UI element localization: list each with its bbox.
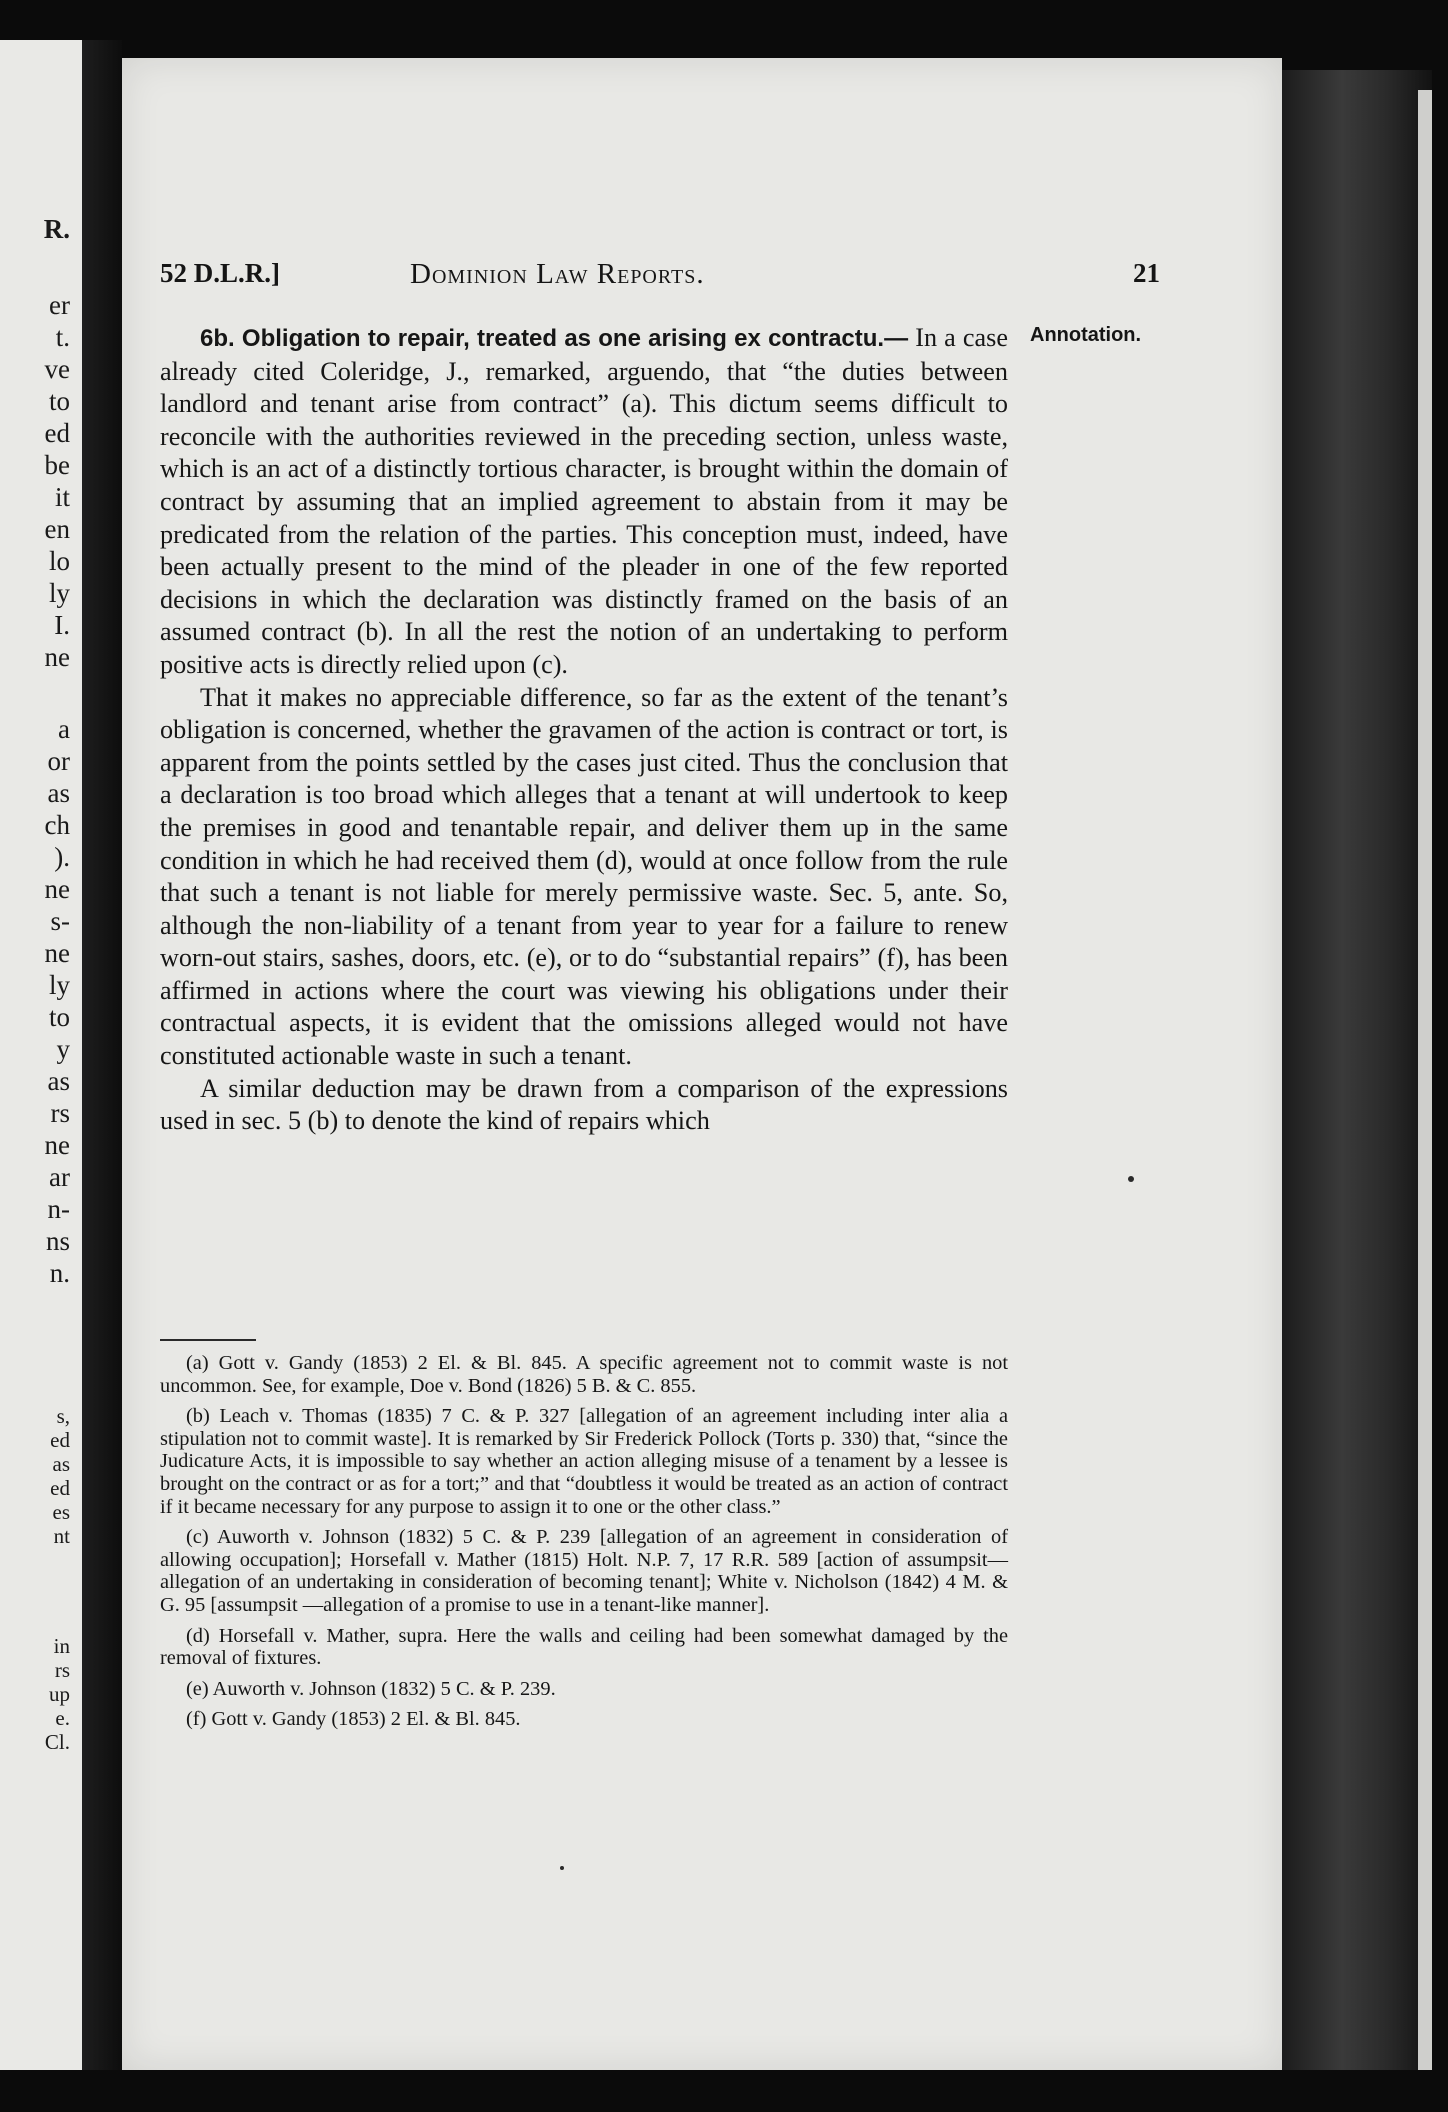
book-edge <box>1282 70 1432 2070</box>
publication-title: Dominion Law Reports. <box>410 258 705 290</box>
adjacent-page-fragment: rs <box>54 1658 70 1682</box>
adjacent-page-fragment: s- <box>50 906 70 936</box>
adjacent-page-fragment: s, <box>56 1404 70 1428</box>
speck-mark <box>560 1866 564 1870</box>
adjacent-page-fragment: rs <box>50 1098 70 1128</box>
footnote: (b) Leach v. Thomas (1835) 7 C. & P. 327 [allegation of an agreement including inter alia a stipulation not to commit waste]. It is remarked by Sir Frederick Pollock (Torts p. 330) that, “since the Judicature Acts, it is impossible to say whether an action alleging misuse of a tenament by a lessee is brought on the contract or as for a tort;” and that “doubtless it would be treated as an action of contract if it became necessary for any purpose to assign it to one or the other class.” <box>160 1405 1008 1518</box>
adjacent-page-fragment: er <box>49 290 70 320</box>
footnote: (f) Gott v. Gandy (1853) 2 El. & Bl. 845. <box>186 1708 521 1731</box>
footnotes <box>160 1352 1008 1739</box>
adjacent-page-fragment: es <box>52 1500 70 1524</box>
main-text <box>160 322 1008 1138</box>
book-edge-strip <box>1418 90 1432 2070</box>
footnote: (a) Gott v. Gandy (1853) 2 El. & Bl. 845. A specific agreement not to commit waste is not uncommon. See, for example, Doe v. Bond (1826) 5 B. & C. 855. <box>160 1352 1008 1397</box>
adjacent-page-fragment: be <box>44 450 70 480</box>
adjacent-page-fragment: lo <box>48 546 70 576</box>
adjacent-page-fragment: ed <box>44 418 70 448</box>
adjacent-page-fragment: ne <box>44 642 70 672</box>
adjacent-page-fragment: Cl. <box>44 1730 70 1754</box>
adjacent-page-fragment: or <box>47 746 70 776</box>
adjacent-page-fragment: ly <box>48 578 70 608</box>
adjacent-page-fragment: it <box>54 482 70 512</box>
adjacent-page-fragment: ne <box>44 938 70 968</box>
adjacent-page-fragment: ne <box>44 874 70 904</box>
adjacent-page-fragment: ve <box>44 354 70 384</box>
page-number: 21 <box>1133 258 1160 288</box>
adjacent-page-fragment: ch <box>44 810 70 840</box>
adjacent-page-strip <box>0 40 82 2070</box>
adjacent-page-fragment: n- <box>47 1194 70 1224</box>
adjacent-page-fragment: as <box>52 1452 70 1476</box>
running-header <box>160 258 1160 294</box>
adjacent-page-fragment: ns <box>45 1226 70 1256</box>
adjacent-page-fragment: ed <box>50 1476 70 1500</box>
adjacent-page-fragment: in <box>53 1634 70 1658</box>
adjacent-page-fragment: I. <box>54 610 70 640</box>
adjacent-page-fragment: ne <box>44 1130 70 1160</box>
adjacent-page-fragment: R. <box>43 214 70 244</box>
adjacent-page-fragment: ed <box>50 1428 70 1452</box>
adjacent-page-fragment: e. <box>55 1706 70 1730</box>
adjacent-page-fragment: nt <box>53 1524 70 1548</box>
adjacent-page-fragment: en <box>44 514 70 544</box>
volume-reference: 52 D.L.R.] <box>160 258 280 288</box>
footnote: (d) Horsefall v. Mather, supra. Here the walls and ceiling had been somewhat damaged by the removal of fixtures. <box>160 1624 1008 1670</box>
adjacent-page-fragment: t. <box>55 322 70 352</box>
page-gutter <box>82 40 122 2070</box>
adjacent-page-fragment: to <box>48 1002 70 1032</box>
paragraph: That it makes no appreciable difference, so far as the extent of the tenant’s obligation is concerned, whether the gravamen of the action is contract or tort, is apparent from the points settled by the cases just cited. Thus the conclusion that a declaration is too broad which alleges that a tenant at will undertook to keep the premises in good and tenantable repair, and deliver them up in the same condition in which he had received them (d), would at once follow from the rule that such a tenant is not liable for merely permissive waste. Sec. 5, ante. So, although the non-liability of a tenant from year to year for a failure to renew worn-out stairs, sashes, doors, etc. (e), or to do “substantial repairs” (f), has been affirmed in actions where the court was viewing his obligations under their contractual aspects, it is evident that the omissions alleged would not have constituted actionable waste in such a tenant. <box>160 682 1008 1071</box>
adjacent-page-fragment: n. <box>49 1258 70 1288</box>
footnote-rule <box>160 1339 256 1341</box>
adjacent-page-fragment: to <box>48 386 70 416</box>
footnote: (c) Auworth v. Johnson (1832) 5 C. & P. 239 [allegation of an agreement in consideration of allowing occupation]; Horsefall v. Mather (1815) Holt. N.P. 7, 17 R.R. 589 [action of assumpsit—allegation of an undertaking in consideration of becoming tenant]; White v. Nicholson (1842) 4 M. & G. 95 [assumpsit —allegation of a promise to use in a tenant-like manner]. <box>160 1526 1008 1616</box>
paragraph: A similar deduction may be drawn from a comparison of the expressions used in sec. 5 (b) to denote the kind of repairs which <box>160 1073 1008 1136</box>
margin-note: Annotation. <box>1030 324 1142 346</box>
speck-mark <box>1128 1176 1134 1182</box>
adjacent-page-fragment: ly <box>48 970 70 1000</box>
adjacent-page-fragment: as <box>47 778 70 808</box>
adjacent-page-fragment: as <box>47 1066 70 1096</box>
section-heading: 6b. Obligation to repair, treated as one arising ex contractu.— <box>200 325 909 352</box>
footnote: (e) Auworth v. Johnson (1832) 5 C. & P. 239. <box>186 1677 556 1700</box>
paragraph <box>160 322 1008 682</box>
paragraph-text: In a case already cited Coleridge, J., remarked, arguendo, that “the duties between landlord and tenant arise from contract” (a). This dictum seems difficult to reconcile with the authorities reviewed in the preceding section, unless waste, which is an act of a distinctly tortious character, is brought within the domain of contract by assuming that an implied agreement to abstain from it may be predicated from the relation of the parties. This conception must, indeed, have been actually present to the mind of the pleader in one of the few reported decisions in which the declaration was distinctly framed on the basis of an assumed contract (b). In all the rest the notion of an undertaking to perform positive acts is directly relied upon (c). <box>160 323 1008 679</box>
adjacent-page-fragment: ). <box>54 842 70 872</box>
adjacent-page-fragment: ar <box>49 1162 70 1192</box>
adjacent-page-fragment: y <box>56 1034 70 1064</box>
adjacent-page-fragment: up <box>49 1682 70 1706</box>
adjacent-page-fragment: a <box>58 714 70 744</box>
